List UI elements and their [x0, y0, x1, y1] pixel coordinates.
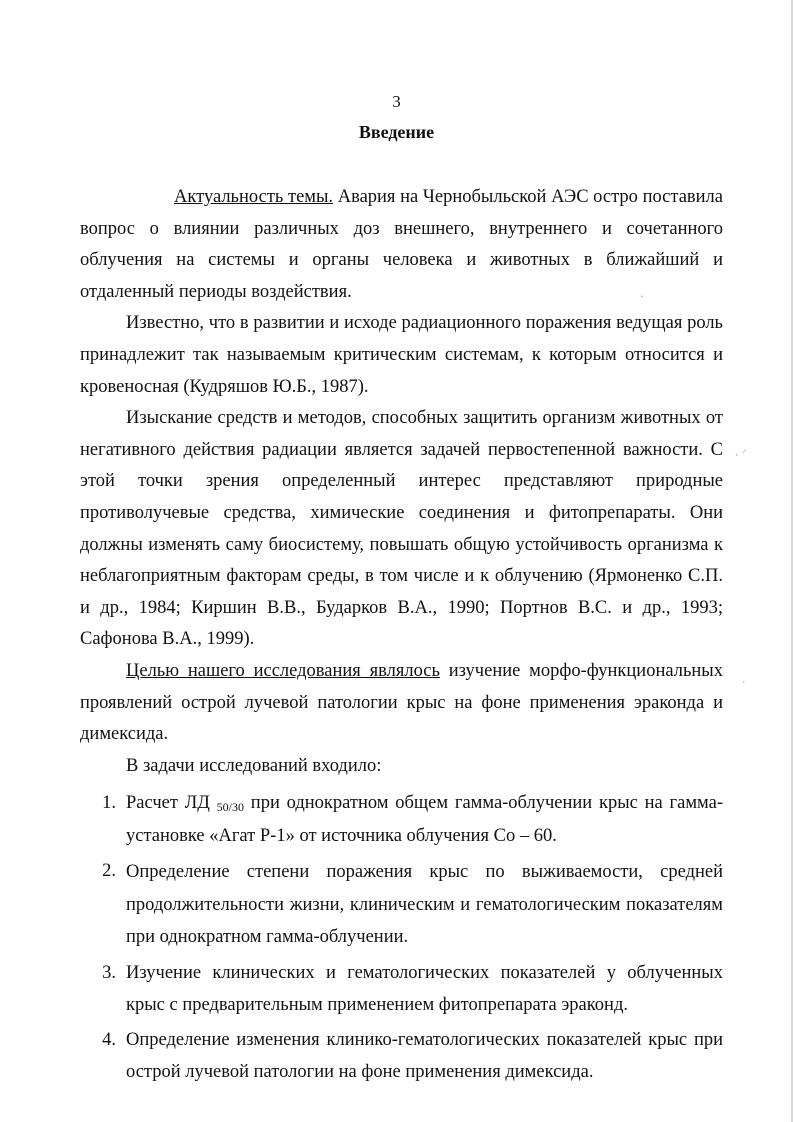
list-item: [80, 856, 723, 954]
document-body: [80, 182, 723, 1092]
relevance-label: Актуальность темы.: [174, 187, 334, 207]
list-item-number: 1.: [102, 793, 116, 814]
relevance-text: Авария на Чернобыльской АЭС остро поставила вопрос о влиянии различных доз внешнего, внутреннего и сочетанного облучения на системы и органы человека и животных в ближайший и отдаленный периоды воздействия.: [80, 187, 723, 302]
list-item-text: [126, 788, 723, 852]
tasks-intro: В задачи исследований входило:: [126, 755, 382, 776]
goal-label: Целью нашего исследования являлось: [126, 660, 440, 681]
page-number: 3: [392, 92, 401, 111]
goal-text: изучение морфо-функциональных проявлений острой лучевой патологии крыс на фоне применения эраконда и димексида.: [80, 660, 723, 745]
list-item: [80, 958, 723, 1021]
task-1-text-start: Расчет ЛД: [126, 793, 217, 814]
ld-subscript: 50/30: [216, 800, 245, 815]
paragraph-critical-systems: Известно, что в развитии и исходе радиационного поражения ведущая роль принадлежит так называемым критическим системам, к которым относится и кровеносная (Кудряшов Ю.Б., 1987).: [80, 313, 723, 397]
goal-paragraph: [80, 656, 723, 751]
task-list: [80, 788, 723, 1088]
scan-speck-mark: ·: [640, 290, 644, 303]
list-item: [80, 788, 723, 852]
list-item-number: 4.: [102, 1030, 116, 1051]
list-item-text: Изучение клинических и гематологических показателей у облученных крыс с предварительным применением фитопрепарата эраконд.: [126, 962, 723, 1015]
relevance-paragraph: [80, 182, 723, 308]
scan-speck-mark: ⸳ ⸍: [735, 447, 747, 460]
list-item: [80, 1025, 723, 1088]
list-item-number: 2.: [102, 861, 116, 882]
page-title: Введение: [358, 122, 435, 142]
task-1-text-end: при однократном общем гамма-облучении крыс на гамма-установке «Агат Р-1» от источника облучения Со – 60.: [126, 793, 723, 846]
paragraph-protection-means: Изыскание средств и методов, способных защитить организм животных от негативного действия радиации является задачей первостепенной важности. С этой точки зрения определенный интерес представляют природные противолучевые средства, химические соединения и фитопрепараты. Они должны изменять саму биосистему, повышать общую устойчивость организма к неблагоприятным факторам среды, в том числе и к облучению (Ярмоненко С.П. и др., 1984; Киршин В.В., Бударков В.А., 1990; Портнов В.С. и др., 1993; Сафонова В.А., 1999).: [80, 408, 723, 650]
scan-speck-mark: ·: [742, 676, 746, 689]
list-item-text: Определение степени поражения крыс по выживаемости, средней продолжительности жизни, клиническим и гематологическим показателям при однократном гамма-облучении.: [126, 862, 723, 948]
list-item-text: Определение изменения клинико-гематологических показателей крыс при острой лучевой патологии на фоне применения димексида.: [126, 1030, 723, 1082]
list-item-number: 3.: [102, 962, 116, 983]
